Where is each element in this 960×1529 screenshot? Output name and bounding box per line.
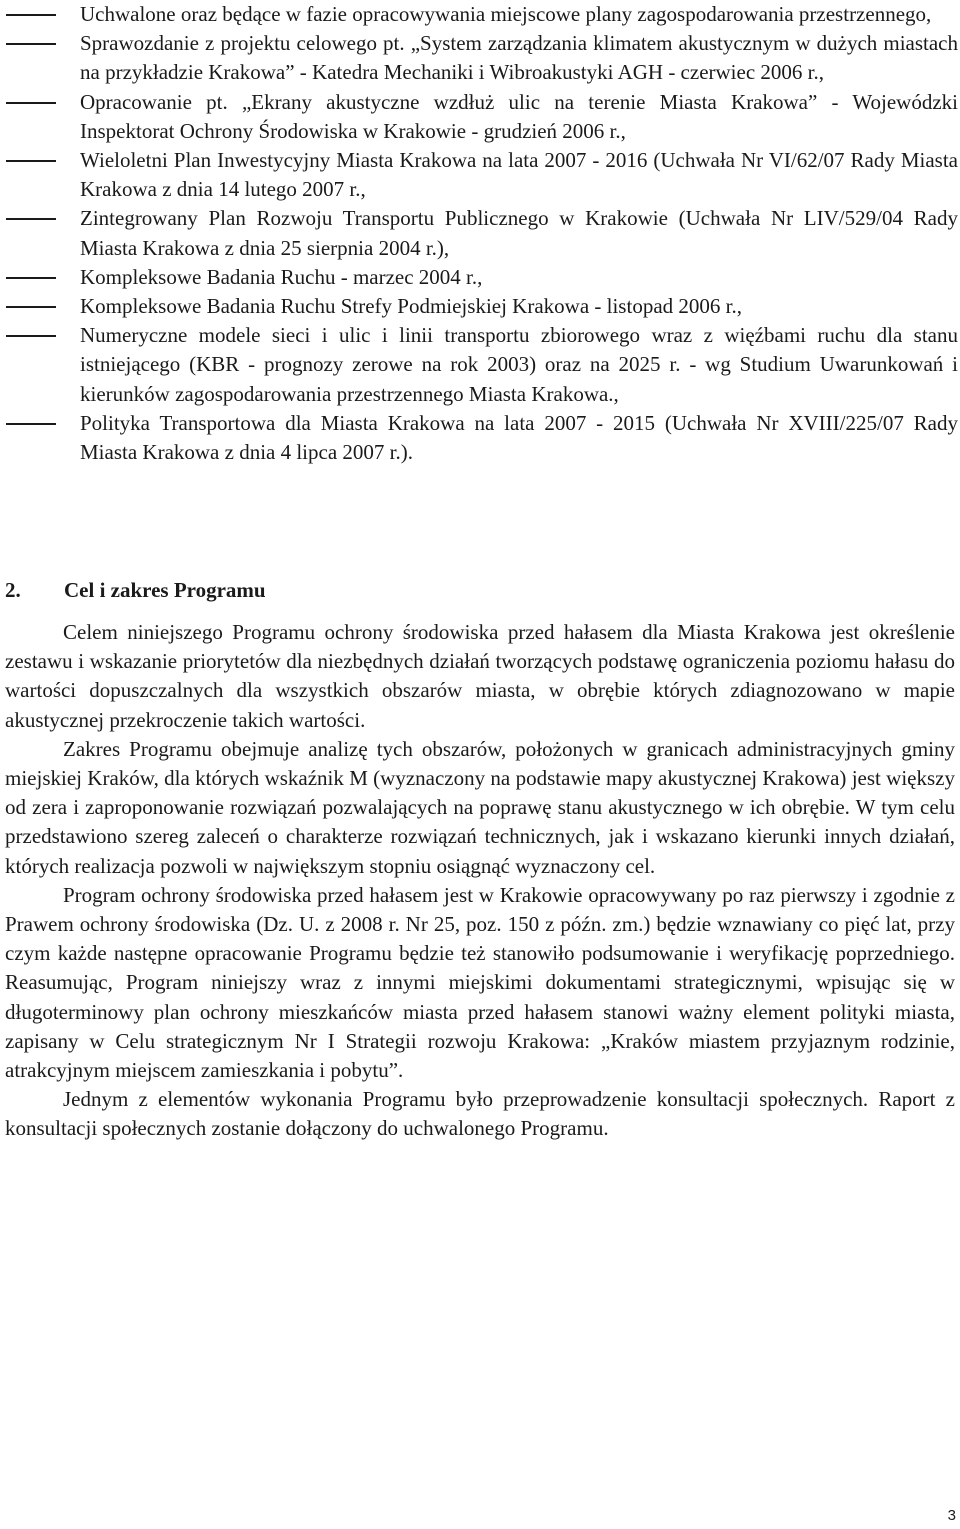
dash-bullet-icon [6, 263, 56, 292]
section-title: Cel i zakres Programu [64, 578, 266, 602]
dash-bullet-icon [6, 88, 56, 117]
list-item-text: Kompleksowe Badania Ruchu - marzec 2004 r., [80, 264, 483, 289]
dash-bullet-icon [6, 204, 56, 233]
paragraph: Program ochrony środowiska przed hałasem jest w Krakowie opracowywany po raz pierwszy i zgodnie z Prawem ochrony środowiska (Dz. U. z 2008 r. Nr 25, poz. 150 z późn. zm.) będzie wznawiany co pięć lat, przy czym każde następne opracowanie Programu będzie też stanowiło podsumowanie i weryfikację poprzedniego. Reasumując, Program niniejszy wraz z innymi miejskimi dokumentami strategicznymi, wpisując się w długoterminowy plan ochrony mieszkańców miasta przed hałasem stanowi ważny element polityki miasta, zapisany w Celu strategicznym Nr I Strategii rozwoju Krakowa: „Kraków miastem przyjaznym rodzinie, atrakcyjnym miejscem zamieszkania i pobytu”. [5, 882, 955, 1083]
list-item [0, 29, 958, 87]
dash-bullet-icon [6, 321, 56, 350]
list-item [0, 204, 958, 262]
list-item-text: Uchwalone oraz będące w fazie opracowywania miejscowe plany zagospodarowania przestrzennego, [80, 2, 932, 26]
section-heading [5, 574, 266, 606]
section-body [5, 618, 955, 1144]
paragraph: Zakres Programu obejmuje analizę tych obszarów, położonych w granicach administracyjnych gminy miejskiej Kraków, dla których wskaźnik M (wyznaczony na podstawie mapy akustycznej Krakowa) jest większy od zera i zaproponowanie rozwiązań pozwalających na poprawę stanu akustycznego w ich obrębie. W tym celu przedstawiono szereg zaleceń o charakterze rozwiązań technicznych, jak i wskazano kierunki innych działań, których realizacja pozwoli w największym stopniu osiągnąć wyznaczony cel. [5, 736, 955, 878]
list-item-text: Polityka Transportowa dla Miasta Krakowa na lata 2007 - 2015 (Uchwała Nr XVIII/225/07 Rady Miasta Krakowa z dnia 4 lipca 2007 r.). [80, 410, 958, 465]
list-item [0, 409, 958, 467]
list-item [0, 263, 958, 292]
section-number: 2. [5, 578, 21, 602]
source-documents-list [0, 0, 958, 467]
dash-bullet-icon [6, 292, 56, 321]
list-item-text: Kompleksowe Badania Ruchu Strefy Podmiejskiej Krakowa - listopad 2006 r., [80, 294, 742, 319]
list-item [0, 0, 958, 29]
page-number: 3 [947, 1507, 956, 1524]
list-item-text: Numeryczne modele sieci i ulic i linii transportu zbiorowego wraz z więźbami ruchu dla stanu istniejącego (KBR - prognozy zerowe na rok 2003) oraz na 2025 r. - wg Studium Uwarunkowań i kierunków zagospodarowania przestrzennego Miasta Krakowa., [80, 323, 958, 406]
list-item-text: Opracowanie pt. „Ekrany akustyczne wzdłuż ulic na terenie Miasta Krakowa” - Wojewódzki Inspektorat Ochrony Środowiska w Krakowie - grudzień 2006 r., [80, 89, 958, 143]
dash-bullet-icon [6, 409, 56, 438]
list-item [0, 292, 958, 321]
dash-bullet-icon [6, 146, 56, 175]
paragraph: Celem niniejszego Programu ochrony środowiska przed hałasem dla Miasta Krakowa jest określenie zestawu i wskazanie priorytetów dla niezbędnych działań tworzących podstawę ograniczenia poziomu hałasu do wartości dopuszczalnych dla wszystkich obszarów miasta, w obrębie których zdiagnozowano w mapie akustycznej przekroczenie takich wartości. [5, 620, 955, 732]
dash-bullet-icon [6, 0, 56, 29]
list-item [0, 146, 958, 204]
list-item-text: Zintegrowany Plan Rozwoju Transportu Publicznego w Krakowie (Uchwała Nr LIV/529/04 Rady Miasta Krakowa z dnia 25 sierpnia 2004 r.), [80, 206, 958, 260]
list-item-text: Sprawozdanie z projektu celowego pt. „System zarządzania klimatem akustycznym w dużych miastach na przykładzie Krakowa” - Katedra Mechaniki i Wibroakustyki AGH - czerwiec 2006 r., [80, 31, 958, 85]
list-item [0, 321, 958, 409]
dash-bullet-icon [6, 29, 56, 58]
list-item [0, 88, 958, 146]
paragraph: Jednym z elementów wykonania Programu było przeprowadzenie konsultacji społecznych. Raport z konsultacji społecznych zostanie dołączony do uchwalonego Programu. [5, 1087, 955, 1141]
list-item-text: Wieloletni Plan Inwestycyjny Miasta Krakowa na lata 2007 - 2016 (Uchwała Nr VI/62/07 Rady Miasta Krakowa z dnia 14 lutego 2007 r., [80, 148, 958, 202]
